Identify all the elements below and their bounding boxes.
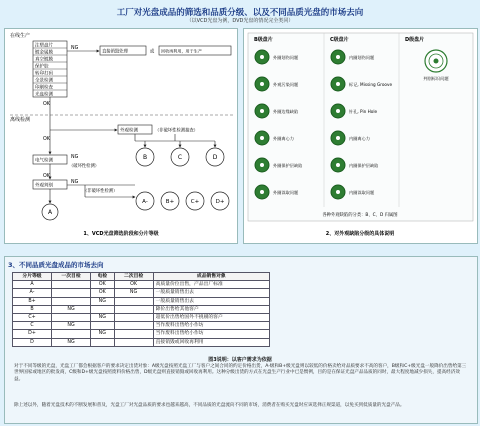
cell [91,338,115,346]
ok-label-2: OK [43,137,50,142]
flow-start-label: 在线生产 [10,33,31,39]
b-item-5: 外圈保护层缺陷 [273,163,303,168]
cell: NG [91,297,115,305]
outer-check-note: （非破坏性检测抽查） [155,128,198,134]
col-header: 分片等级 [13,273,52,281]
appearance-check-label: 外观判别 [35,183,53,189]
col-header: 一次目检 [52,273,91,281]
defect-matrix-panel [243,28,478,244]
cell [114,322,153,330]
cell: NG [114,289,153,297]
c-item-5: 内圈保护层缺陷 [349,163,379,168]
c-item-2: 标记, Missing Groove [349,82,393,87]
cell: B [13,305,52,313]
cell [52,289,91,297]
c-item-4: 内圈离心力 [349,136,370,141]
cell: 超低价出售给国外不挑剔的客户 [153,314,269,322]
cell: OK [91,281,115,289]
c-item-3: 针孔, Pin Hole [349,109,378,114]
appearance-note: （非破坏性检测） [83,189,118,194]
cell: C [13,322,52,330]
grade-b-plus-label: B+ [165,199,175,205]
offline-label: 离线检测 [10,117,31,123]
cell: NG [52,338,91,346]
b-item-2: 外观污染问题 [273,82,299,87]
grade-d-plus-label: D+ [215,199,225,205]
header-b: B级盘片 [254,37,273,43]
step-7: 印刷检查 [35,85,53,91]
step-1: 注塑盘片 [35,43,53,49]
flowchart-diagram [5,29,237,243]
table-row [13,305,270,313]
ng-label-1: NG [71,46,79,51]
col-header: 成品销售对象 [153,273,269,281]
flowchart-panel [4,28,238,244]
grade-d-label: D [212,154,218,161]
header-c: C级盘片 [330,37,349,43]
ok-label-3: OK [43,174,50,179]
grade-a-minus-label: A- [142,199,148,205]
col-header: 电检 [91,273,115,281]
cell [52,281,91,289]
table-row [13,289,270,297]
b-item-4: 外圈离心力 [273,136,294,141]
defect-matrix [244,29,477,243]
grade-c-label: C [177,154,183,161]
ok-label-1: OK [43,102,50,107]
step-3: 真空镀膜 [35,57,53,63]
recycle-label: 回收再利用，用于生产 [161,48,202,54]
or-label: 或 [150,49,155,55]
table-header-row [13,273,270,281]
outer-check-label: 外观检测 [120,128,138,134]
destroy-label: 直接销毁处理 [102,49,128,55]
electric-check-label: 电气检测 [35,158,53,164]
b-item-1: 外圈划伤问题 [273,55,299,60]
table-caption: 图3说明：以客户需求为依据 [208,357,272,363]
step-2: 镀金属膜 [35,50,53,56]
table-row [13,297,270,305]
cell: NG [52,322,91,330]
cell: OK [114,281,153,289]
cell: 直接销毁或回收再利用 [153,338,269,346]
cell: A [13,281,52,289]
matrix-caption: 2、对外观缺陷分级的具体说明 [325,231,395,237]
cell: A- [13,289,52,297]
cell [114,297,153,305]
cell [52,314,91,322]
table-row [13,314,270,322]
cell: 一般质量销售出去 [153,289,269,297]
cell [52,330,91,338]
paragraph-1: 对于不同等级的光盘，光盘工厂都会根据客户的要求决定出货对象：A级光盘按照光盘工厂与客户之间合同的约定价格出货，A-级和B+级光盘则以较低的价格卖给对品质要求不高的客户，B级和C+级光盘一般降价出售给第三世界国家或地区的批发商，C级和D+级光盘按照废料价格出售，D级光盘则直接销毁或回收再利用。这种分级出货的方式在光盘生产行业中已是惯例，目的是在保证光盘产品品质的同时，最大程度地减少损失，提高经济效益。 [14,364,467,382]
matrix-footer: 各种外观缺陷的分类：B、C、D 归属图 [322,213,398,218]
cell [114,314,153,322]
page-subtitle: （以VCD光盘为例，DVD光盘的情况完全类同） [186,18,294,24]
ng-label-3: NG [71,180,79,185]
c-item-6: 内圈读取问题 [349,190,375,195]
col-header: 二次目检 [114,273,153,281]
step-5: 转印打码 [35,71,53,77]
cell: D [13,338,52,346]
cell: 当作废料出售给小作坊 [153,330,269,338]
paragraph-2: 除上述以外，随着光盘技术的不断发展和普及，光盘工厂对光盘品质的要求也越来越高，不同品质的光盘流向不同的市场，消费者在购买光盘时应该选择正规渠道，以免买到低质量的光盘产品。 [14,403,405,408]
cell: 高质量价位出售，产品出厂标准 [153,281,269,289]
cell [91,322,115,330]
flow-caption: 1、VCD光盘筛选阶段和分片等级 [83,231,159,237]
table-row [13,338,270,346]
c-item-1: 内圈划伤问题 [349,55,375,60]
cell [91,305,115,313]
grade-c-plus-label: C+ [190,199,200,205]
table-row [13,322,270,330]
cell [114,338,153,346]
step-6: 全景检测 [35,78,53,84]
grade-table [12,272,270,347]
header-d: D级盘片 [405,37,425,43]
ng-label-2: NG [71,155,79,160]
cell: 降价出售给其他客户 [153,305,269,313]
cell: NG [52,305,91,313]
step-8: 光盘检测 [35,92,53,98]
grade-b-label: B [142,154,148,161]
cell [114,305,153,313]
d-item-1: 判别标识问题 [423,76,449,81]
b-item-3: 外圈边缘缺陷 [273,109,299,114]
step-4: 保护胶 [35,64,49,70]
section3-title: 3、不同品质光盘成品的市场去向 [8,261,104,269]
cell [52,297,91,305]
cell: 当作废料出售给小作坊 [153,322,269,330]
table-row [13,281,270,289]
electric-note: （破坏性检测） [69,164,100,169]
cell: OK [91,289,115,297]
cell: C+ [13,314,52,322]
b-item-6: 外圈读取问题 [273,190,299,195]
cell: NG [91,314,115,322]
col-d-items [423,50,449,82]
grade-a-label: A [47,209,53,216]
cell: B+ [13,297,52,305]
cell [114,330,153,338]
cell: 一般质量销售出去 [153,297,269,305]
table-row [13,330,270,338]
cell: NG [91,330,115,338]
cell: D+ [13,330,52,338]
production-steps [33,41,67,98]
page-title: 工厂对光盘成品的筛选和品质分级、以及不同品质光盘的市场去向 [116,8,364,18]
